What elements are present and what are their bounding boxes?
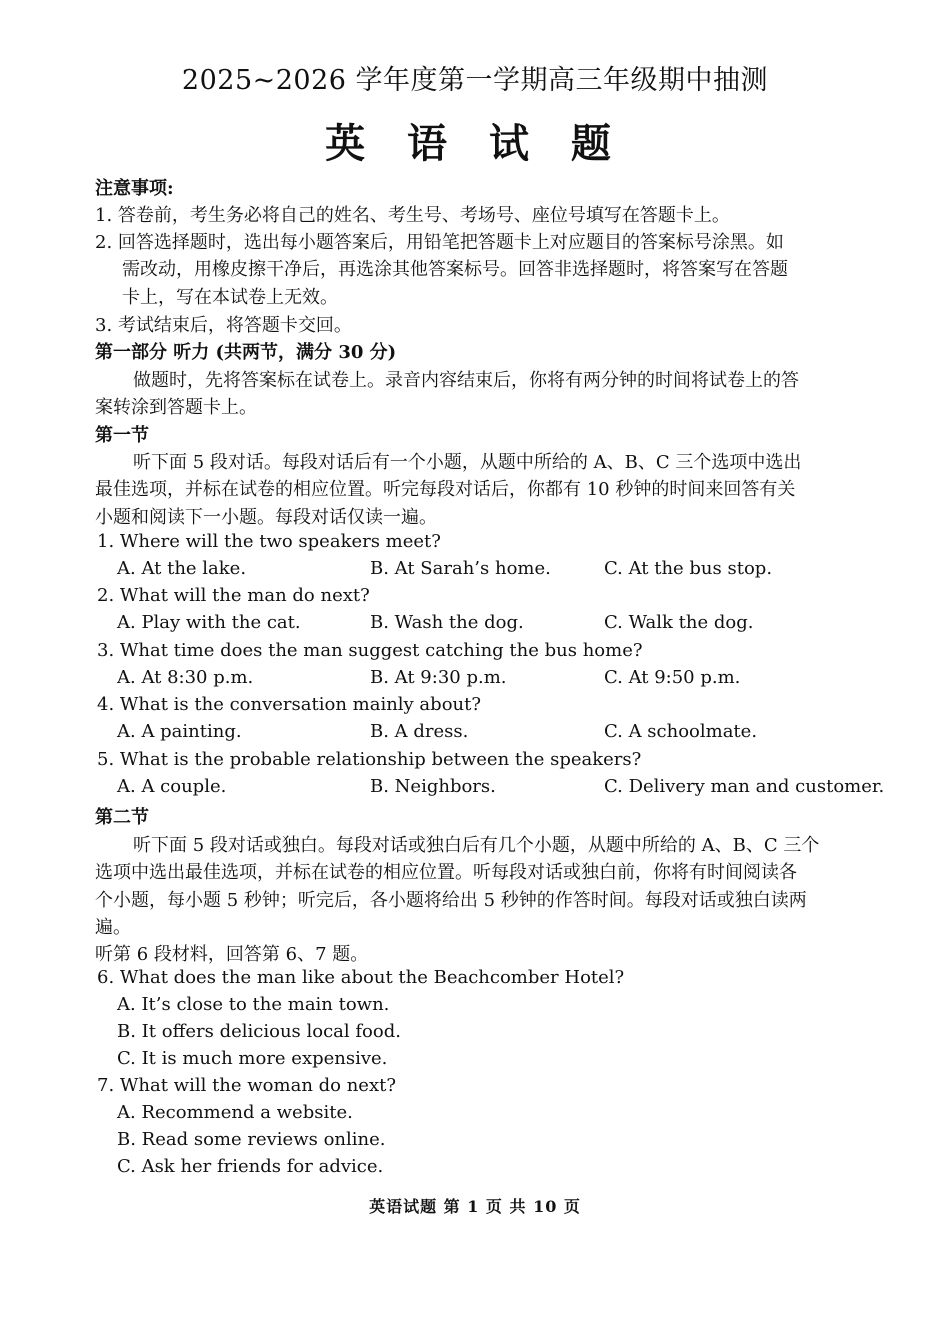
question-2: 2. What will the man do next? [97, 585, 370, 606]
notice-item-2-line-3: 卡上，写在本试卷上无效。 [122, 287, 338, 308]
question-1-option-a: A. At the lake. [117, 558, 247, 579]
section1-intro-line-3: 小题和阅读下一小题。每段对话仅读一遍。 [95, 507, 437, 528]
exam-title: 2025~2026 学年度第一学期高三年级期中抽测 [181, 65, 769, 96]
question-3-option-b: B. At 9:30 p.m. [370, 667, 507, 688]
question-2-option-b: B. Wash the dog. [370, 612, 524, 633]
question-6: 6. What does the man like about the Beachcomber Hotel? [97, 967, 625, 988]
notice-item-3: 3. 考试结束后，将答题卡交回。 [95, 315, 352, 336]
question-7: 7. What will the woman do next? [97, 1075, 396, 1096]
section2-intro-line-3: 个小题，每小题 5 秒钟；听完后，各小题将给出 5 秒钟的作答时间。每段对话或独白读两 [95, 890, 807, 911]
section1-intro-line-2: 最佳选项，并标在试卷的相应位置。听完每段对话后，你都有 10 秒钟的时间来回答有关 [95, 479, 796, 500]
question-4-option-c: C. A schoolmate. [604, 721, 758, 742]
question-7-option-a: A. Recommend a website. [117, 1102, 353, 1123]
question-5: 5. What is the probable relationship between the speakers? [97, 749, 642, 770]
subject-title: 英 语 试 题 [325, 120, 625, 167]
question-3-option-a: A. At 8:30 p.m. [117, 667, 254, 688]
question-3: 3. What time does the man suggest catching the bus home? [97, 640, 643, 661]
notice-item-1: 1. 答卷前，考生务必将自己的姓名、考生号、考场号、座位号填写在答题卡上。 [95, 205, 730, 226]
question-1: 1. Where will the two speakers meet? [97, 531, 441, 552]
question-4-option-a: A. A painting. [117, 721, 242, 742]
section1-intro-line-1: 听下面 5 段对话。每段对话后有一个小题，从题中所给的 A、B、C 三个选项中选出 [133, 452, 802, 473]
section2-intro-line-2: 选项中选出最佳选项，并标在试卷的相应位置。听每段对话或独白前，你将有时间阅读各 [95, 862, 797, 883]
part1-heading: 第一部分 听力 (共两节，满分 30 分) [95, 342, 397, 363]
section2-heading: 第二节 [95, 807, 149, 828]
question-6-option-a: A. It’s close to the main town. [117, 994, 390, 1015]
part1-intro-line-1: 做题时，先将答案标在试卷上。录音内容结束后，你将有两分钟的时间将试卷上的答 [133, 370, 799, 391]
question-7-option-c: C. Ask her friends for advice. [117, 1156, 384, 1177]
question-4-option-b: B. A dress. [370, 721, 469, 742]
notice-item-2-line-1: 2. 回答选择题时，选出每小题答案后，用铅笔把答题卡上对应题目的答案标号涂黑。如 [95, 232, 784, 253]
question-2-option-c: C. Walk the dog. [604, 612, 754, 633]
question-5-option-a: A. A couple. [117, 776, 227, 797]
notice-item-2-line-2: 需改动，用橡皮擦干净后，再选涂其他答案标号。回答非选择题时，将答案写在答题 [122, 259, 788, 280]
question-6-option-b: B. It offers delicious local food. [117, 1021, 401, 1042]
question-3-option-c: C. At 9:50 p.m. [604, 667, 741, 688]
question-6-option-c: C. It is much more expensive. [117, 1048, 388, 1069]
part1-intro-line-2: 案转涂到答题卡上。 [95, 397, 257, 418]
question-5-option-c: C. Delivery man and customer. [604, 776, 885, 797]
question-4: 4. What is the conversation mainly about? [97, 694, 482, 715]
section2-intro-line-4: 遍。 [95, 917, 131, 938]
question-1-option-c: C. At the bus stop. [604, 558, 773, 579]
question-5-option-b: B. Neighbors. [370, 776, 496, 797]
notice-heading: 注意事项: [95, 178, 174, 199]
question-1-option-b: B. At Sarah’s home. [370, 558, 551, 579]
question-7-option-b: B. Read some reviews online. [117, 1129, 386, 1150]
page-footer: 英语试题 第 1 页 共 10 页 [369, 1197, 581, 1216]
material-6-label: 听第 6 段材料，回答第 6、7 题。 [95, 944, 369, 965]
section2-intro-line-1: 听下面 5 段对话或独白。每段对话或独白后有几个小题，从题中所给的 A、B、C 三个 [133, 835, 820, 856]
section1-heading: 第一节 [95, 425, 149, 446]
question-2-option-a: A. Play with the cat. [117, 612, 301, 633]
